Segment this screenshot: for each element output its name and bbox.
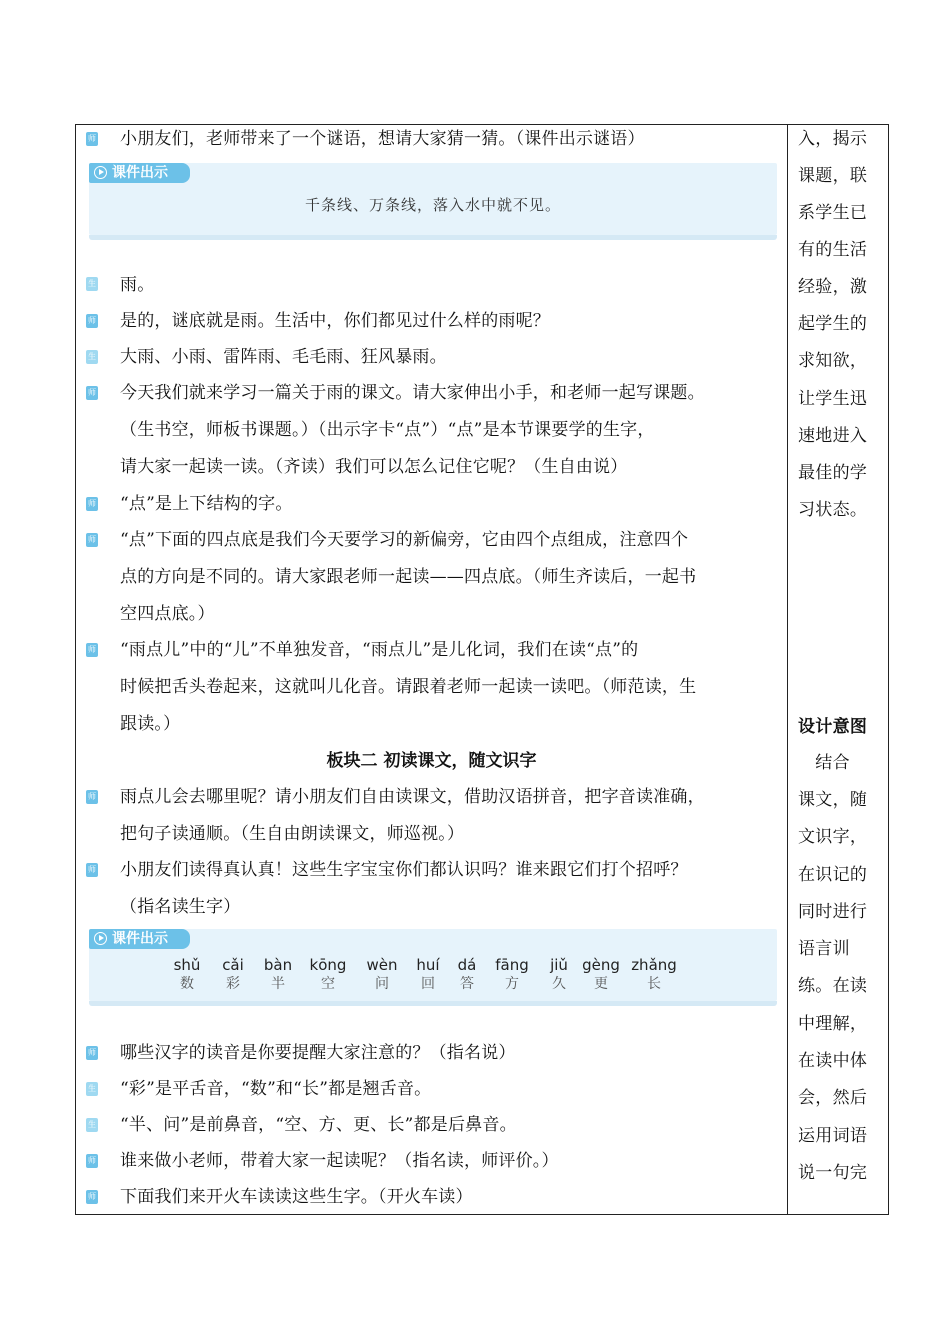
side-line: 文识字，	[798, 827, 868, 847]
dialogue-line: 把句子读通顺。（生自由朗读课文，师巡视。）	[120, 824, 465, 844]
dialogue-line: 点的方向是不同的。请大家跟老师一起读——四点底。（师生齐读后，一起书	[120, 567, 697, 587]
pinyin-item	[250, 955, 306, 993]
teacher-badge: 师	[86, 1046, 98, 1060]
lesson-table	[75, 124, 889, 1215]
side-line: 经验，激	[798, 277, 868, 297]
riddle-text: 千条线、万条线，落入水中就不见。	[304, 196, 561, 214]
student-badge: 生	[86, 1082, 98, 1096]
side-line: 习状态。	[798, 500, 868, 520]
side-line: 速地进入	[798, 426, 868, 446]
pinyin-character: 更	[594, 976, 608, 992]
dialogue-line: 请大家一起读一读。（齐读）我们可以怎么记住它呢？（生自由说）	[120, 457, 628, 477]
play-icon	[94, 932, 107, 945]
pinyin-character: 长	[647, 976, 661, 992]
teacher-badge: 师	[86, 1154, 98, 1168]
side-line: 运用词语	[798, 1126, 868, 1146]
pinyin-syllable: wèn	[366, 956, 398, 974]
side-line: 让学生迅	[798, 389, 868, 409]
courseware-tag	[89, 163, 190, 183]
teacher-badge: 师	[86, 497, 98, 511]
courseware-label: 课件出示	[112, 931, 168, 947]
student-badge: 生	[86, 1118, 98, 1132]
side-line: 在识记的	[798, 865, 868, 885]
dialogue-line: 时候把舌头卷起来，这就叫儿化音。请跟着老师一起读一读吧。（师范读，生	[120, 677, 697, 697]
dialogue-line: “半、问”是前鼻音，“空、方、更、长”都是后鼻音。	[120, 1115, 517, 1135]
side-line: 在读中体	[798, 1051, 868, 1071]
teacher-badge: 师	[86, 863, 98, 877]
lesson-main-column	[76, 125, 787, 1214]
dialogue-line: 雨。	[120, 275, 155, 295]
dialogue-line: 今天我们就来学习一篇关于雨的课文。请大家伸出小手，和老师一起写课题。	[120, 383, 705, 403]
section-heading: 板块二 初读课文，随文识字	[326, 751, 537, 771]
side-line: 语言训	[798, 939, 850, 959]
teacher-badge: 师	[86, 386, 98, 400]
pinyin-character: 彩	[226, 976, 240, 992]
teacher-badge: 师	[86, 533, 98, 547]
side-line: 说一句完	[798, 1163, 868, 1183]
dialogue-line: “彩”是平舌音，“数”和“长”都是翘舌音。	[120, 1079, 432, 1099]
pinyin-character: 问	[375, 976, 389, 992]
courseware-card-riddle	[89, 163, 777, 235]
student-badge: 生	[86, 350, 98, 364]
pinyin-item	[626, 955, 682, 993]
pinyin-syllable: huí	[416, 956, 440, 974]
side-line: 最佳的学	[798, 463, 868, 483]
dialogue-line: 跟读。）	[120, 714, 181, 734]
pinyin-character: 回	[421, 976, 435, 992]
dialogue-line: “雨点儿”中的“儿”不单独发音，“雨点儿”是儿化词，我们在读“点”的	[120, 640, 639, 660]
teacher-badge: 师	[86, 643, 98, 657]
dialogue-line: 小朋友们读得真认真！这些生字宝宝你们都认识吗？谁来跟它们打个招呼？	[120, 860, 688, 880]
pinyin-character: 空	[321, 976, 335, 992]
pinyin-syllable: bàn	[263, 956, 293, 974]
side-line: 求知欲，	[798, 351, 868, 371]
dialogue-line: 下面我们来开火车读读这些生字。（开火车读）	[120, 1187, 473, 1207]
courseware-label: 课件出示	[112, 165, 168, 181]
side-line: 起学生的	[798, 314, 868, 334]
side-line: 练。在读	[798, 976, 868, 996]
side-line: 入，揭示	[798, 129, 868, 149]
side-line: 系学生已	[798, 203, 868, 223]
pinyin-character: 数	[180, 976, 194, 992]
design-intent-column	[788, 125, 888, 1214]
dialogue-line: （指名读生字）	[120, 897, 241, 917]
dialogue-line: 空四点底。）	[120, 604, 215, 624]
pinyin-character: 答	[460, 976, 474, 992]
side-line: 中理解，	[798, 1014, 868, 1034]
pinyin-syllable: jiǔ	[550, 956, 568, 974]
teacher-badge: 师	[86, 1190, 98, 1204]
courseware-tag	[89, 929, 190, 949]
pinyin-item	[573, 955, 629, 993]
pinyin-syllable: kōng	[309, 956, 347, 974]
dialogue-line: “点”下面的四点底是我们今天要学习的新偏旁，它由四个点组成，注意四个	[120, 530, 689, 550]
side-line: 结合	[798, 753, 850, 773]
teacher-badge: 师	[86, 314, 98, 328]
design-intent-title: 设计意图	[798, 717, 868, 737]
teacher-badge: 师	[86, 132, 98, 146]
pinyin-syllable: cǎi	[222, 956, 244, 974]
dialogue-line: “点”是上下结构的字。	[120, 494, 293, 514]
side-line: 同时进行	[798, 902, 868, 922]
card-shadow	[89, 235, 777, 240]
pinyin-syllable: gèng	[582, 956, 620, 974]
dialogue-line: 是的，谜底就是雨。生活中，你们都见过什么样的雨呢？	[120, 311, 550, 331]
side-line: 会，然后	[798, 1088, 868, 1108]
dialogue-line: 哪些汉字的读音是你要提醒大家注意的？（指名说）	[120, 1043, 516, 1063]
pinyin-syllable: dá	[457, 956, 477, 974]
side-line: 课题，联	[798, 166, 868, 186]
courseware-card-pinyin	[89, 929, 777, 1001]
side-line: 有的生活	[798, 240, 868, 260]
pinyin-character: 久	[552, 976, 566, 992]
play-icon	[94, 166, 107, 179]
pinyin-character: 半	[271, 976, 285, 992]
card-shadow	[89, 1001, 777, 1006]
pinyin-syllable: shǔ	[173, 956, 201, 974]
dialogue-line: 谁来做小老师，带着大家一起读呢？（指名读，师评价。）	[120, 1151, 559, 1171]
pinyin-item	[300, 955, 356, 993]
pinyin-syllable: zhǎng	[631, 956, 677, 974]
dialogue-line: 大雨、小雨、雷阵雨、毛毛雨、狂风暴雨。	[120, 347, 447, 367]
pinyin-syllable: fāng	[495, 956, 529, 974]
dialogue-line: 雨点儿会去哪里呢？请小朋友们自由读课文，借助汉语拼音，把字音读准确，	[120, 787, 705, 807]
dialogue-line: （生书空，师板书课题。）（出示字卡“点”）“点”是本节课要学的生字，	[120, 420, 655, 440]
teacher-badge: 师	[86, 790, 98, 804]
pinyin-character: 方	[505, 976, 519, 992]
student-badge: 生	[86, 277, 98, 291]
pinyin-row	[89, 955, 777, 995]
dialogue-line: 小朋友们，老师带来了一个谜语，想请大家猜一猜。（课件出示谜语）	[120, 129, 645, 149]
side-line: 课文，随	[798, 790, 868, 810]
